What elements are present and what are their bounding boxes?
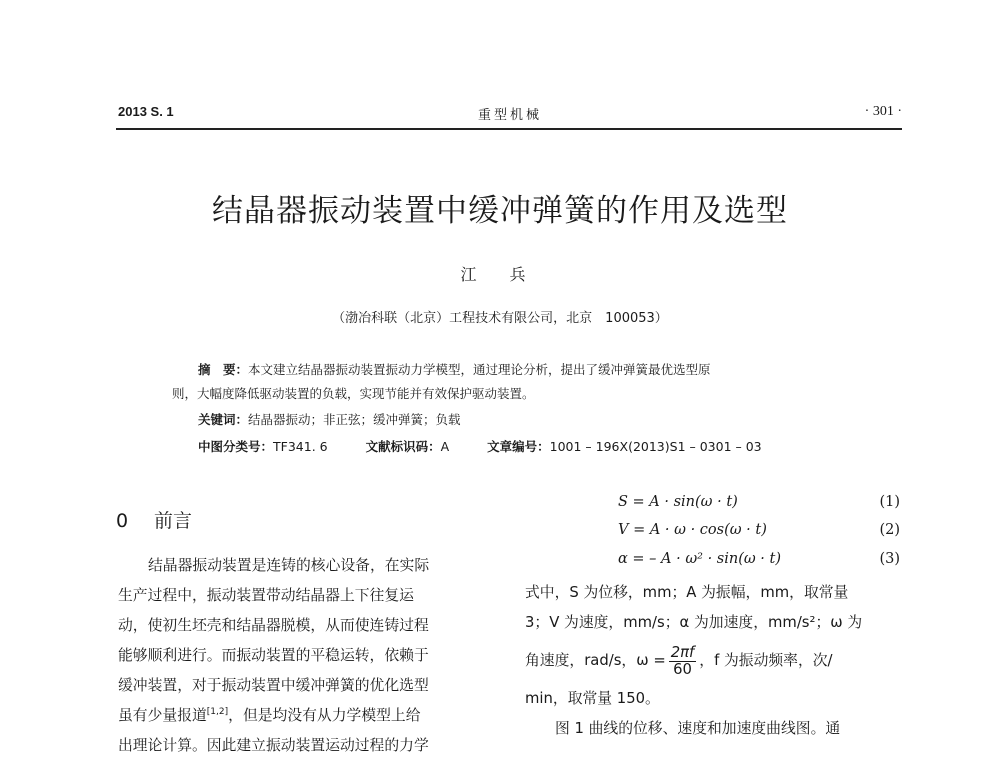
body-line: 结晶器振动装置是连铸的核心设备，在实际 <box>148 557 430 574</box>
abstract-line-1 <box>198 360 711 378</box>
body-line-with-citation <box>118 701 492 731</box>
clc-label: 中图分类号： <box>198 439 274 454</box>
equation-number: (2) <box>879 522 900 538</box>
issue-label: 2013 S. 1 <box>118 104 174 119</box>
fraction <box>669 645 697 678</box>
equation-1 <box>590 494 900 520</box>
abstract-line-2 <box>172 384 535 402</box>
page-number: · 301 · <box>864 104 902 119</box>
clc-code: TF341. 6 <box>273 439 328 454</box>
equation-expression: V = A · ω · cos(ω · t) <box>618 522 767 538</box>
author-name: 江 兵 <box>460 265 540 284</box>
keywords-label: 关键词： <box>198 412 249 427</box>
author-affiliation: （渤冶科联（北京）工程技术有限公司，北京 100053） <box>332 311 668 326</box>
body-line: 能够顺利进行。而振动装置的平稳运转，依赖于 <box>118 647 429 664</box>
keywords-text: 结晶器振动；非正弦；缓冲弹簧；负载 <box>248 412 461 427</box>
body-line: 缓冲装置，对于振动装置中缓冲弹簧的优化选型 <box>118 677 429 694</box>
body-line: 动，使初生坯壳和结晶器脱模，从而使连铸过程 <box>118 617 429 634</box>
body-line: 3；V 为速度，mm/s；α 为加速度，mm/s²；ω 为 <box>525 614 863 631</box>
journal-name: 重型机械 <box>477 108 542 123</box>
fraction-denominator: 60 <box>673 660 692 678</box>
equation-number: (3) <box>879 551 900 567</box>
running-header <box>118 104 902 126</box>
doccode-label: 文献标识码： <box>365 439 441 454</box>
body-line: 生产过程中，振动装置带动结晶器上下往复运 <box>118 587 414 604</box>
right-column-body <box>525 578 901 744</box>
body-text-fragment: 角速度，rad/s，ω = <box>525 652 666 669</box>
header-rule <box>116 128 902 130</box>
classification-line <box>198 437 762 455</box>
equation-2 <box>590 522 900 548</box>
body-line-with-fraction <box>525 638 901 684</box>
citation-marker: [1,2] <box>206 707 229 717</box>
abstract-text-1: 本文建立结晶器振动装置振动力学模型，通过理论分析，提出了缓冲弹簧最优选型原 <box>248 362 711 377</box>
section-number: 0 <box>116 510 129 532</box>
equation-expression: α = – A · ω² · sin(ω · t) <box>618 551 781 567</box>
body-line: 式中，S 为位移，mm；A 为振幅，mm，取常量 <box>525 584 849 601</box>
body-line: 图 1 曲线的位移、速度和加速度曲线图。通 <box>555 720 841 737</box>
equation-expression: S = A · sin(ω · t) <box>618 494 738 510</box>
doccode-value: A <box>440 439 450 454</box>
body-line: 出理论计算。因此建立振动装置运动过程的力学 <box>118 737 429 754</box>
articleno-value: 1001 – 196X(2013)S1 – 0301 – 03 <box>549 439 762 454</box>
body-line: min，取常量 150。 <box>525 690 660 707</box>
body-text-fragment: ，但是均没有从力学模型上给 <box>228 707 421 724</box>
article-title: 结晶器振动装置中缓冲弹簧的作用及选型 <box>212 193 788 229</box>
section-title: 前言 <box>154 510 193 532</box>
abstract-text-2: 则，大幅度降低驱动装置的负载，实现节能并有效保护驱动装置。 <box>172 386 535 401</box>
section-heading <box>116 506 192 533</box>
equation-number: (1) <box>879 494 900 510</box>
fraction-numerator: 2πf <box>670 643 695 661</box>
abstract-label: 摘 要： <box>198 362 249 377</box>
articleno-label: 文章编号： <box>487 439 550 454</box>
left-column-body <box>118 551 492 761</box>
equation-3 <box>590 551 900 577</box>
keywords-line <box>198 410 461 428</box>
body-text-fragment: ，f 为振动频率，次/ <box>699 652 833 669</box>
body-text-fragment: 虽有少量报道 <box>118 707 207 724</box>
